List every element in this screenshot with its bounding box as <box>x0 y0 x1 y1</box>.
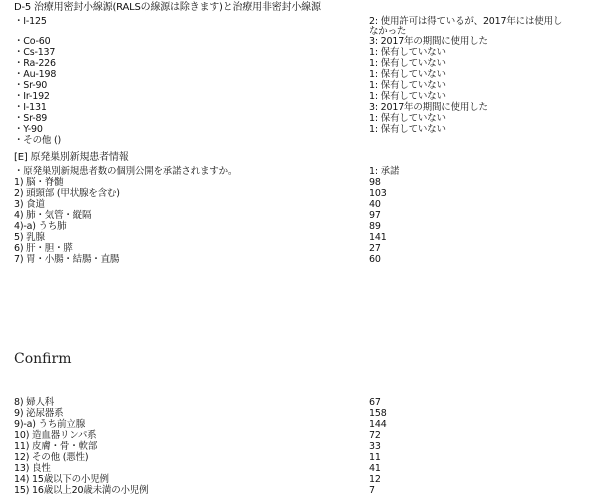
site-row-label: 11) 皮膚・骨・軟部 <box>14 441 98 452</box>
site-row-label: 7) 胃・小腸・結腸・直腸 <box>14 254 120 265</box>
source-item-status: 1: 保有していない <box>369 91 446 102</box>
site-row-count: 97 <box>369 210 381 221</box>
site-row-label: 13) 良性 <box>14 463 51 474</box>
source-item-status: 3: 2017年の期間に使用した <box>369 36 488 47</box>
source-section-title: D-5 治療用密封小線源(RALSの線源は除きます)と治療用非密封小線源 <box>14 2 321 13</box>
site-row-count: 89 <box>369 221 381 232</box>
source-item-status: 1: 保有していない <box>369 80 446 91</box>
site-row-count: 40 <box>369 199 381 210</box>
source-item-status: 3: 2017年の期間に使用した <box>369 102 488 113</box>
site-row-count: 7 <box>369 485 375 496</box>
source-item-status: 1: 保有していない <box>369 124 446 135</box>
source-item-label: ・Ra-226 <box>14 58 56 69</box>
patient-disclosure-answer: 1: 承諾 <box>369 166 400 177</box>
source-item-status: 2: 使用許可は得ているが、2017年には使用し <box>369 16 563 27</box>
site-row-label: 6) 肝・胆・膵 <box>14 243 73 254</box>
site-row-count: 27 <box>369 243 381 254</box>
site-row-count: 67 <box>369 397 381 408</box>
patient-section-title: [E] 原発巣別新規患者情報 <box>14 152 129 163</box>
site-row-count: 72 <box>369 430 381 441</box>
site-row-label: 9) 泌尿器系 <box>14 408 64 419</box>
site-row-label: 4) 肺・気管・縦隔 <box>14 210 92 221</box>
source-item-label: ・Sr-89 <box>14 113 48 124</box>
source-item-label: ・その他 () <box>14 135 62 146</box>
site-row-label: 14) 15歳以下の小児例 <box>14 474 109 485</box>
site-row-count: 141 <box>369 232 387 243</box>
source-item-label: ・Sr-90 <box>14 80 48 91</box>
source-item-status: 1: 保有していない <box>369 113 446 124</box>
site-row-label: 10) 造血器リンパ系 <box>14 430 97 441</box>
source-item-status-continued: なかった <box>369 26 407 37</box>
source-item-status: 1: 保有していない <box>369 69 446 80</box>
site-row-count: 12 <box>369 474 381 485</box>
source-item-status: 1: 保有していない <box>369 47 446 58</box>
site-row-label: 1) 脳・脊髄 <box>14 177 64 188</box>
site-row-label: 9)-a) うち前立腺 <box>14 419 86 430</box>
site-row-count: 11 <box>369 452 381 463</box>
site-row-count: 33 <box>369 441 381 452</box>
source-item-status: 1: 保有していない <box>369 58 446 69</box>
site-row-label: 2) 頭頸部 (甲状腺を含む) <box>14 188 120 199</box>
source-item-label: ・Au-198 <box>14 69 57 80</box>
site-row-label: 12) その他 (悪性) <box>14 452 89 463</box>
source-item-label: ・I-131 <box>14 102 47 113</box>
site-row-label: 3) 食道 <box>14 199 45 210</box>
site-row-count: 144 <box>369 419 387 430</box>
site-row-label: 5) 乳腺 <box>14 232 45 243</box>
site-row-count: 103 <box>369 188 387 199</box>
source-item-label: ・Co-60 <box>14 36 51 47</box>
site-row-count: 98 <box>369 177 381 188</box>
source-item-label: ・Y-90 <box>14 124 43 135</box>
site-row-label: 8) 婦人科 <box>14 397 55 408</box>
site-row-count: 41 <box>369 463 381 474</box>
patient-disclosure-question: ・原発巣別新規患者数の個別公開を承諾されますか。 <box>14 166 238 177</box>
site-row-count: 158 <box>369 408 387 419</box>
confirm-label: Confirm <box>14 351 72 367</box>
source-item-label: ・I-125 <box>14 16 47 27</box>
site-row-count: 60 <box>369 254 381 265</box>
site-row-label: 4)-a) うち肺 <box>14 221 67 232</box>
source-item-label: ・Ir-192 <box>14 91 50 102</box>
source-item-label: ・Cs-137 <box>14 47 56 58</box>
site-row-label: 15) 16歳以上20歳未満の小児例 <box>14 485 149 496</box>
